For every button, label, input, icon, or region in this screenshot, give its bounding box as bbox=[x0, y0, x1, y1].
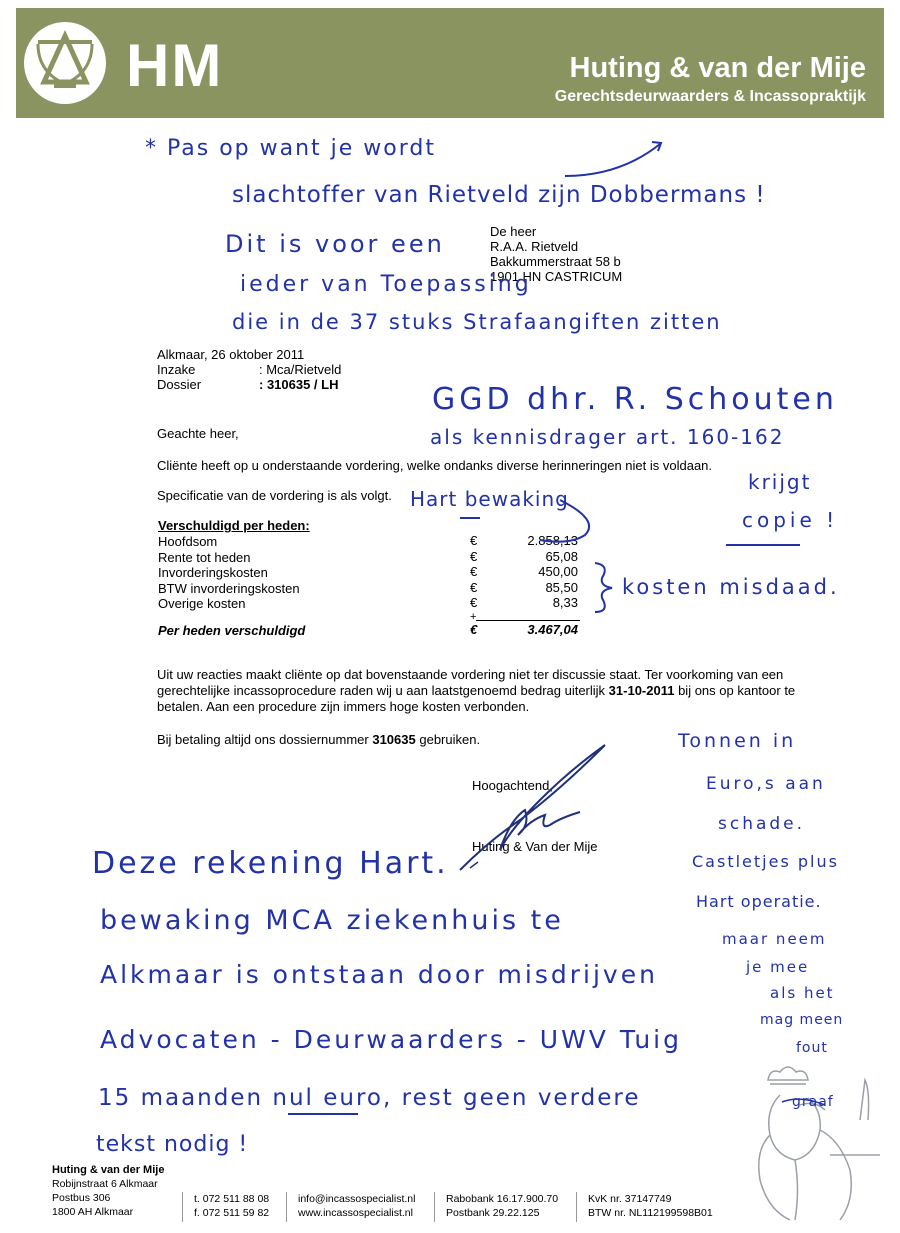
handwritten-note: Deze rekening Hart. bbox=[92, 846, 449, 881]
logo-hm-text: HM bbox=[126, 32, 224, 99]
place-date: Alkmaar, 26 oktober 2011 bbox=[157, 347, 305, 362]
row-amount: 450,00 bbox=[538, 564, 578, 579]
footer-phone bbox=[194, 1192, 269, 1220]
salutation: Geachte heer, bbox=[157, 426, 239, 441]
footer-divider bbox=[182, 1192, 183, 1222]
brace-icon bbox=[590, 560, 620, 615]
plus-sign: + bbox=[470, 610, 477, 623]
handwritten-note: Hart operatie. bbox=[696, 892, 822, 911]
handwritten-note: Dit is voor een bbox=[225, 230, 445, 258]
footer-tel: t. 072 511 88 08 bbox=[194, 1193, 270, 1205]
dossier-value: : 310635 / LH bbox=[259, 377, 339, 392]
table-row bbox=[158, 564, 588, 580]
table-row bbox=[158, 549, 588, 565]
total-divider bbox=[476, 620, 580, 621]
para3-line: betalen. Aan een procedure zijn immers hoge kosten verbonden. bbox=[157, 699, 530, 714]
inzake-label: Inzake bbox=[157, 362, 196, 377]
footer-address bbox=[52, 1163, 164, 1219]
handwritten-note: schade. bbox=[718, 814, 806, 834]
recipient-line: Bakkummerstraat 58 b bbox=[490, 254, 621, 269]
handwritten-note: GGD dhr. R. Schouten bbox=[432, 382, 838, 417]
footer-btw: BTW nr. NL112199598B01 bbox=[588, 1207, 713, 1219]
table-row bbox=[158, 580, 588, 596]
row-amount: 85,50 bbox=[545, 579, 578, 595]
total-row bbox=[158, 622, 588, 638]
paragraph-1: Cliënte heeft op u onderstaande vordering, welke ondanks diverse herinneringen niet is voldaan. bbox=[157, 458, 713, 473]
arrow-stroke bbox=[440, 490, 610, 550]
handwritten-note: bewaking MCA ziekenhuis te bbox=[100, 905, 564, 936]
row-label: Hoofdsom bbox=[158, 534, 218, 549]
footer-divider bbox=[286, 1192, 287, 1222]
table-row bbox=[158, 595, 588, 611]
scales-logo-icon bbox=[24, 22, 106, 104]
signature-scribble bbox=[430, 730, 630, 880]
footer-contact bbox=[298, 1192, 415, 1220]
handwritten-note: Hart bewaking bbox=[410, 487, 569, 511]
underline-stroke bbox=[726, 544, 800, 546]
footer-web[interactable]: www.incassospecialist.nl bbox=[298, 1207, 413, 1219]
row-amount: 65,08 bbox=[545, 548, 578, 564]
underline-stroke bbox=[288, 1113, 358, 1115]
handwritten-note: krijgt bbox=[748, 470, 812, 494]
row-label: Invorderingskosten bbox=[158, 565, 268, 580]
handwritten-note: die in de 37 stuks Strafaangiften zitten bbox=[232, 310, 722, 334]
dossier-label: Dossier bbox=[157, 377, 202, 392]
row-currency: € bbox=[470, 533, 478, 548]
footer-bank-line: Rabobank 16.17.900.70 bbox=[446, 1193, 559, 1205]
closing: Hoogachtend, bbox=[472, 778, 553, 793]
handwritten-note: ieder van Toepassing bbox=[240, 272, 532, 297]
footer-bank bbox=[446, 1192, 558, 1220]
para4-text: gebruiken. bbox=[419, 732, 481, 747]
handwritten-note: tekst nodig ! bbox=[96, 1132, 249, 1157]
firm-name: Huting & van der Mije bbox=[569, 52, 866, 84]
arrow-icon bbox=[560, 136, 670, 186]
deadline-date: 31-10-2011 bbox=[608, 683, 675, 698]
footer-registry bbox=[588, 1192, 713, 1220]
handwritten-note: Euro,s aan bbox=[706, 774, 826, 794]
handwritten-note: 15 maanden nul euro, rest geen verdere bbox=[98, 1085, 641, 1111]
handwritten-note: als kennisdrager art. 160-162 bbox=[430, 425, 785, 449]
paragraph-2: Specificatie van de vordering is als volgt. bbox=[157, 488, 392, 503]
row-currency: € bbox=[470, 579, 478, 595]
recipient-line: 1901 HN CASTRICUM bbox=[490, 269, 623, 284]
handwritten-note: Alkmaar is ontstaan door misdrijven bbox=[100, 960, 658, 989]
dossier-number: 310635 bbox=[372, 732, 416, 747]
footer-email[interactable]: info@incassospecialist.nl bbox=[298, 1193, 416, 1205]
footer-line: Robijnstraat 6 Alkmaar bbox=[52, 1178, 158, 1190]
total-amount: 3.467,04 bbox=[527, 621, 578, 637]
handwritten-note: je mee bbox=[746, 958, 810, 976]
handwritten-note: copie ! bbox=[742, 508, 839, 532]
row-currency: € bbox=[470, 548, 478, 564]
handwritten-note: Tonnen in bbox=[678, 730, 797, 752]
footer-bank-line: Postbank 29.22.125 bbox=[446, 1207, 540, 1219]
row-label: Overige kosten bbox=[158, 596, 246, 611]
footer-fax: f. 072 511 59 82 bbox=[194, 1207, 270, 1219]
footer-divider bbox=[576, 1192, 577, 1222]
crown-lion-drawing bbox=[740, 1060, 890, 1230]
firm-subtitle: Gerechtsdeurwaarders & Incassopraktijk bbox=[554, 88, 866, 105]
signatory: Huting & Van der Mije bbox=[472, 839, 598, 854]
handwritten-note: als het bbox=[770, 984, 835, 1002]
letter-meta bbox=[157, 347, 457, 392]
para3-line: Uit uw reacties maakt cliënte op dat bovenstaande vordering niet ter discussie staat. Ter voorkoming van een bbox=[157, 667, 784, 682]
handwritten-note: maar neem bbox=[722, 930, 827, 948]
footer-line: Postbus 306 bbox=[52, 1192, 111, 1204]
footer-kvk: KvK nr. 37147749 bbox=[588, 1193, 672, 1205]
handwritten-note: graaf bbox=[792, 1094, 834, 1110]
footer-firm: Huting & van der Mije bbox=[52, 1164, 165, 1176]
table-title: Verschuldigd per heden: bbox=[158, 518, 310, 533]
para4-text: Bij betaling altijd ons dossiernummer bbox=[157, 732, 369, 747]
row-amount: 8,33 bbox=[552, 595, 578, 610]
para3-text: gerechtelijke incassoprocedure raden wij u aan laatstgenoemd bedrag uiterlijk bbox=[157, 683, 606, 698]
handwritten-note: Castletjes plus bbox=[692, 852, 839, 871]
handwritten-note: kosten misdaad. bbox=[622, 575, 840, 599]
inzake-value: : Mca/Rietveld bbox=[259, 362, 342, 377]
footer-line: 1800 AH Alkmaar bbox=[52, 1206, 134, 1218]
row-label: Rente tot heden bbox=[158, 549, 251, 565]
para3-line bbox=[157, 683, 797, 699]
handwritten-note: fout bbox=[796, 1040, 828, 1056]
paragraph-3 bbox=[157, 667, 797, 715]
letterhead-band bbox=[16, 8, 884, 118]
row-currency: € bbox=[470, 595, 478, 610]
total-label: Per heden verschuldigd bbox=[158, 622, 306, 638]
recipient-line: R.A.A. Rietveld bbox=[490, 239, 579, 254]
footer-divider bbox=[434, 1192, 435, 1222]
recipient-line: De heer bbox=[490, 224, 537, 239]
row-amount: 2.858,13 bbox=[527, 533, 578, 548]
row-currency: € bbox=[470, 564, 478, 579]
handwritten-note: Advocaten - Deurwaarders - UWV Tuig bbox=[100, 1025, 682, 1054]
handwritten-note: * Pas op want je wordt bbox=[145, 136, 437, 161]
para3-text: bij ons op kantoor te bbox=[678, 683, 796, 698]
handwritten-note: slachtoffer van Rietveld zijn Dobbermans ! bbox=[232, 182, 766, 208]
total-currency: € bbox=[470, 621, 478, 637]
row-label: BTW invorderingskosten bbox=[158, 580, 300, 596]
handwritten-note: mag meen bbox=[760, 1012, 844, 1028]
